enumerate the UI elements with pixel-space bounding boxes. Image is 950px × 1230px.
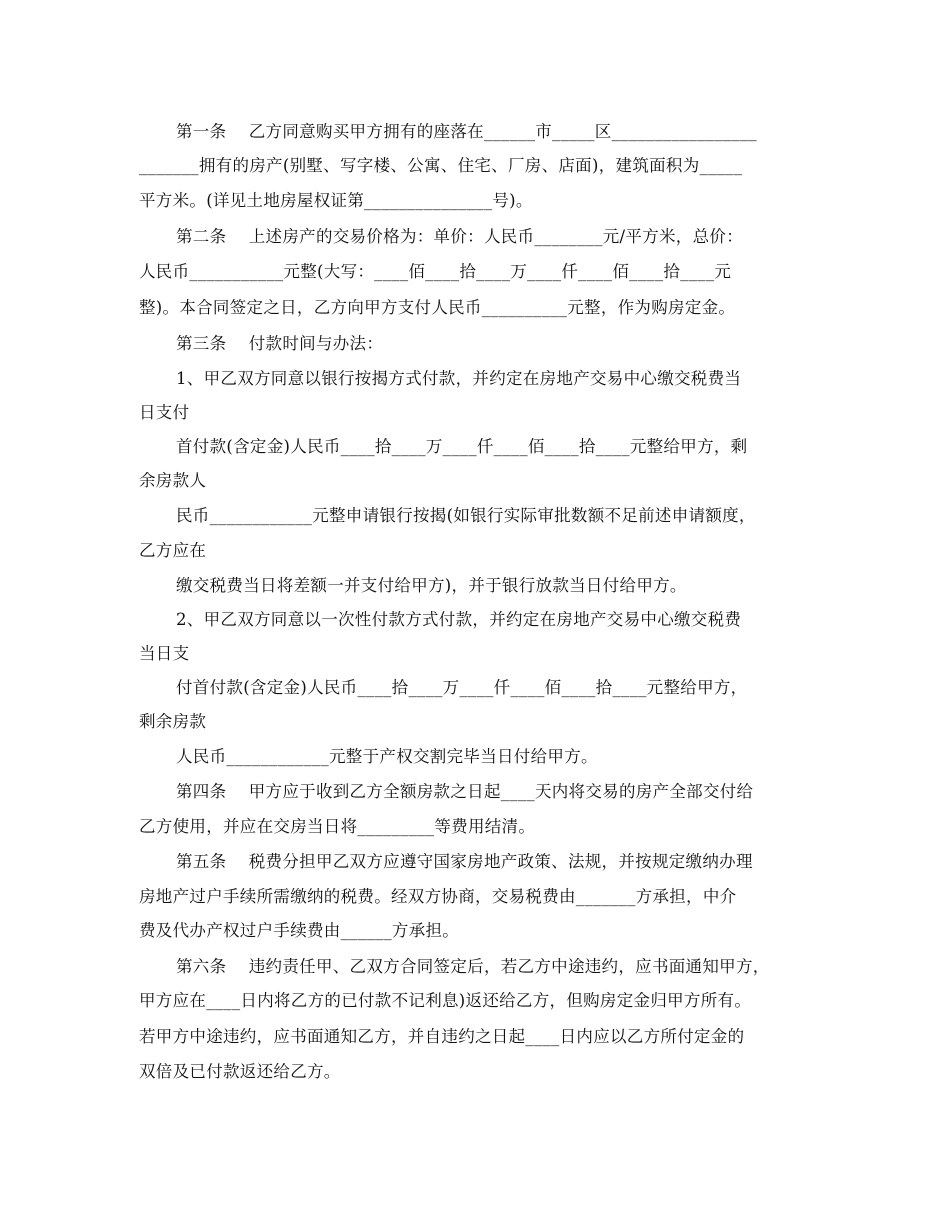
- text-line: 剩余房款: [139, 712, 207, 731]
- text-line: 双倍及已付款返还给乙方。: [139, 1062, 341, 1081]
- text-line: 乙方应在: [139, 541, 207, 560]
- text-line: 缴交税费当日将差额一并支付给甲方)，并于银行放款当日付给甲方。: [176, 576, 687, 595]
- text-line: 平方米。(详见土地房屋权证第_______________号)。: [139, 191, 533, 210]
- text-line: 第五条 税费分担甲乙双方应遵守国家房地产政策、法规，并按规定缴纳办理: [176, 852, 753, 871]
- text-line: 2、甲乙双方同意以一次性付款方式付款，并约定在房地产交易中心缴交税费: [176, 610, 742, 629]
- text-line: 人民币___________元整(大写：____佰____拾____万____仟____佰____拾____元: [139, 262, 732, 281]
- text-line: 付首付款(含定金)人民币____拾____万____仟____佰____拾____元整给甲方，: [176, 678, 748, 697]
- text-line: 房地产过户手续所需缴纳的税费。经双方协商，交易税费由_______方承担，中介: [139, 887, 737, 906]
- text-line: 日支付: [139, 403, 190, 422]
- text-line: 第三条 付款时间与办法：: [176, 334, 384, 353]
- text-line: 人民币____________元整于产权交割完毕当日付给甲方。: [176, 747, 598, 766]
- text-line: 费及代办产权过户手续费由______方承担。: [139, 921, 460, 940]
- text-line: 首付款(含定金)人民币____拾____万____仟____佰____拾____元整给甲方，剩: [176, 437, 748, 456]
- text-line: 第四条 甲方应于收到乙方全额房款之日起____天内将交易的房产全部交付给: [176, 782, 754, 801]
- text-line: 第二条 上述房产的交易价格为：单价：人民币________元/平方米，总价：: [176, 227, 744, 246]
- text-line: 第一条 乙方同意购买甲方拥有的座落在______市_____区_________________: [176, 122, 757, 141]
- text-line: 甲方应在____日内将乙方的已付款不记利息)返还给乙方，但购房定金归甲方所有。: [139, 991, 752, 1010]
- text-line: 若甲方中途违约，应书面通知乙方，并自违约之日起____日内应以乙方所付定金的: [139, 1027, 745, 1046]
- text-line: 乙方使用，并应在交房当日将_________等费用结清。: [139, 817, 536, 836]
- text-line: 当日支: [139, 644, 190, 663]
- text-line: 余房款人: [139, 471, 207, 490]
- text-line: 民币____________元整申请银行按揭(如银行实际审批数额不足前述申请额度，: [176, 506, 756, 525]
- text-line: _______拥有的房产(别墅、写字楼、公寓、住宅、厂房、店面)，建筑面积为_____: [139, 156, 743, 175]
- text-line: 第六条 违约责任甲、乙双方合同签定后，若乙方中途违约，应书面通知甲方，: [176, 957, 770, 976]
- text-line: 整)。本合同签定之日，乙方向甲方支付人民币__________元整，作为购房定金。: [139, 298, 736, 317]
- text-line: 1、甲乙双方同意以银行按揭方式付款，并约定在房地产交易中心缴交税费当: [176, 369, 742, 388]
